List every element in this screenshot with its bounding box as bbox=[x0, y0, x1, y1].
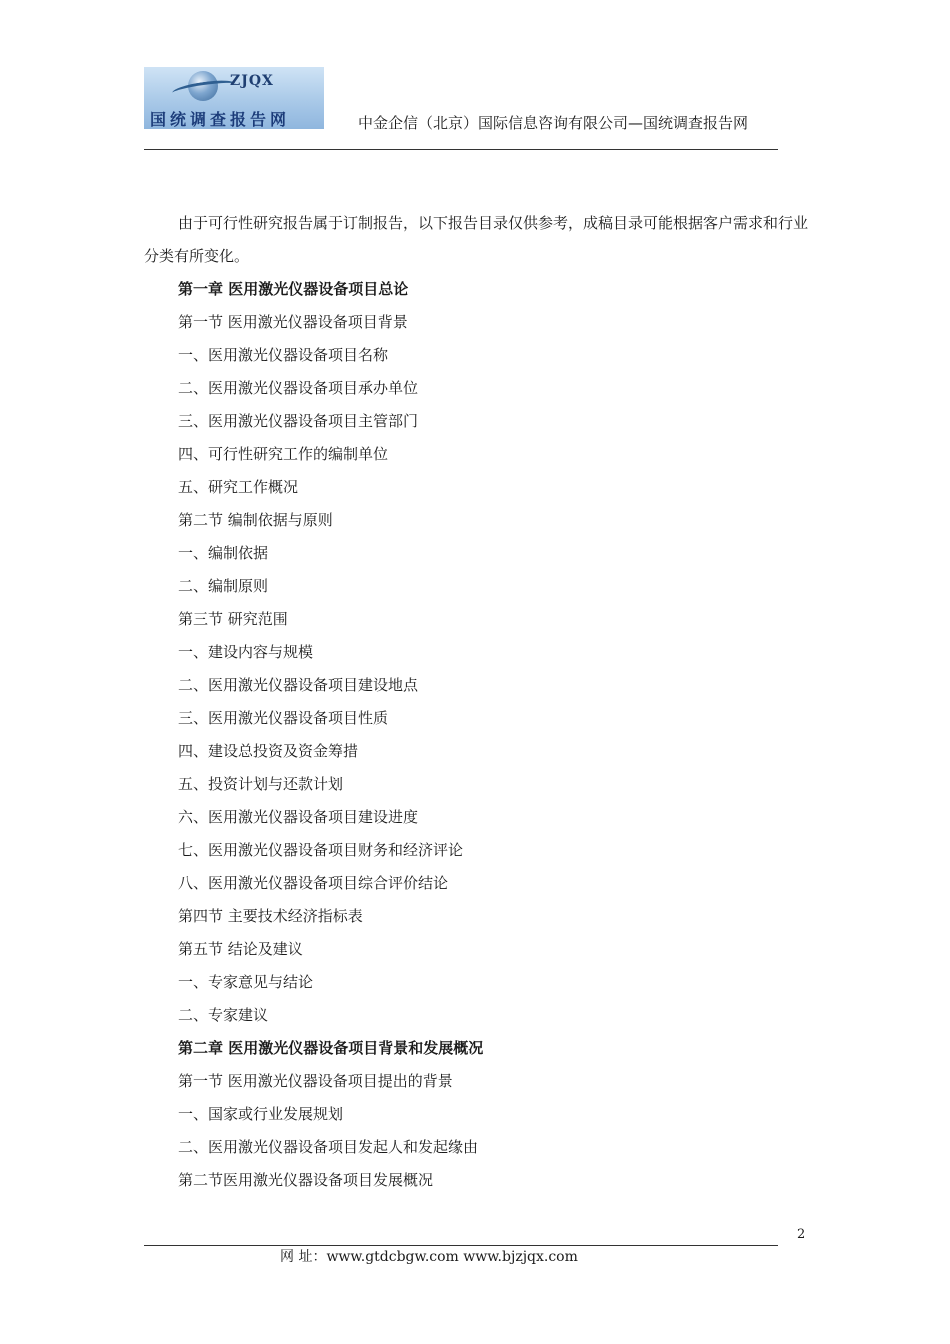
page-number: 2 bbox=[797, 1227, 806, 1242]
toc-item: 第三节 研究范围 bbox=[178, 610, 288, 628]
toc-item: 第四节 主要技术经济指标表 bbox=[178, 907, 363, 925]
toc-item: 三、医用激光仪器设备项目性质 bbox=[178, 709, 389, 727]
toc-item: 五、研究工作概况 bbox=[178, 478, 299, 496]
intro-paragraph: 由于可行性研究报告属于订制报告，以下报告目录仅供参考，成稿目录可能根据客户需求和行业分类有所变化。 bbox=[144, 214, 809, 265]
toc-item: 二、医用激光仪器设备项目建设地点 bbox=[178, 676, 419, 694]
toc-item: 第二节医用激光仪器设备项目发展概况 bbox=[178, 1171, 434, 1189]
company-name: 中金企信（北京）国际信息咨询有限公司—国统调查报告网 bbox=[358, 114, 749, 132]
toc-item: 六、医用激光仪器设备项目建设进度 bbox=[178, 808, 419, 826]
toc-item: 一、专家意见与结论 bbox=[178, 973, 314, 991]
document-body bbox=[144, 207, 810, 1197]
logo-slogan: 国统调查报告网 bbox=[150, 110, 291, 129]
toc-item: 三、医用激光仪器设备项目主管部门 bbox=[178, 412, 419, 430]
toc-item: 第五节 结论及建议 bbox=[178, 940, 303, 958]
toc-item: 二、医用激光仪器设备项目发起人和发起缘由 bbox=[178, 1138, 479, 1156]
toc-item: 一、建设内容与规模 bbox=[178, 643, 314, 661]
footer-website: 网 址：www.gtdcbgw.com www.bjzjqx.com bbox=[280, 1249, 578, 1265]
toc-item: 第二节 编制依据与原则 bbox=[178, 511, 333, 529]
toc-item: 二、医用激光仪器设备项目承办单位 bbox=[178, 379, 419, 397]
toc-item: 一、国家或行业发展规划 bbox=[178, 1105, 344, 1123]
toc-item: 二、编制原则 bbox=[178, 577, 269, 595]
toc-item: 八、医用激光仪器设备项目综合评价结论 bbox=[178, 874, 449, 892]
toc-item: 四、建设总投资及资金筹措 bbox=[178, 742, 359, 760]
logo-brand: ZJQX bbox=[230, 73, 274, 89]
chapter-heading: 第一章 医用激光仪器设备项目总论 bbox=[178, 280, 409, 298]
table-of-contents bbox=[144, 273, 810, 1197]
toc-item: 四、可行性研究工作的编制单位 bbox=[178, 445, 389, 463]
toc-item: 五、投资计划与还款计划 bbox=[178, 775, 344, 793]
toc-item: 一、编制依据 bbox=[178, 544, 269, 562]
toc-item: 第一节 医用激光仪器设备项目背景 bbox=[178, 313, 408, 331]
chapter-heading: 第二章 医用激光仪器设备项目背景和发展概况 bbox=[178, 1039, 484, 1057]
company-logo bbox=[144, 67, 324, 129]
header-divider bbox=[144, 149, 778, 150]
toc-item: 一、医用激光仪器设备项目名称 bbox=[178, 346, 389, 364]
toc-item: 二、专家建议 bbox=[178, 1006, 269, 1024]
toc-item: 七、医用激光仪器设备项目财务和经济评论 bbox=[178, 841, 464, 859]
toc-item: 第一节 医用激光仪器设备项目提出的背景 bbox=[178, 1072, 453, 1090]
